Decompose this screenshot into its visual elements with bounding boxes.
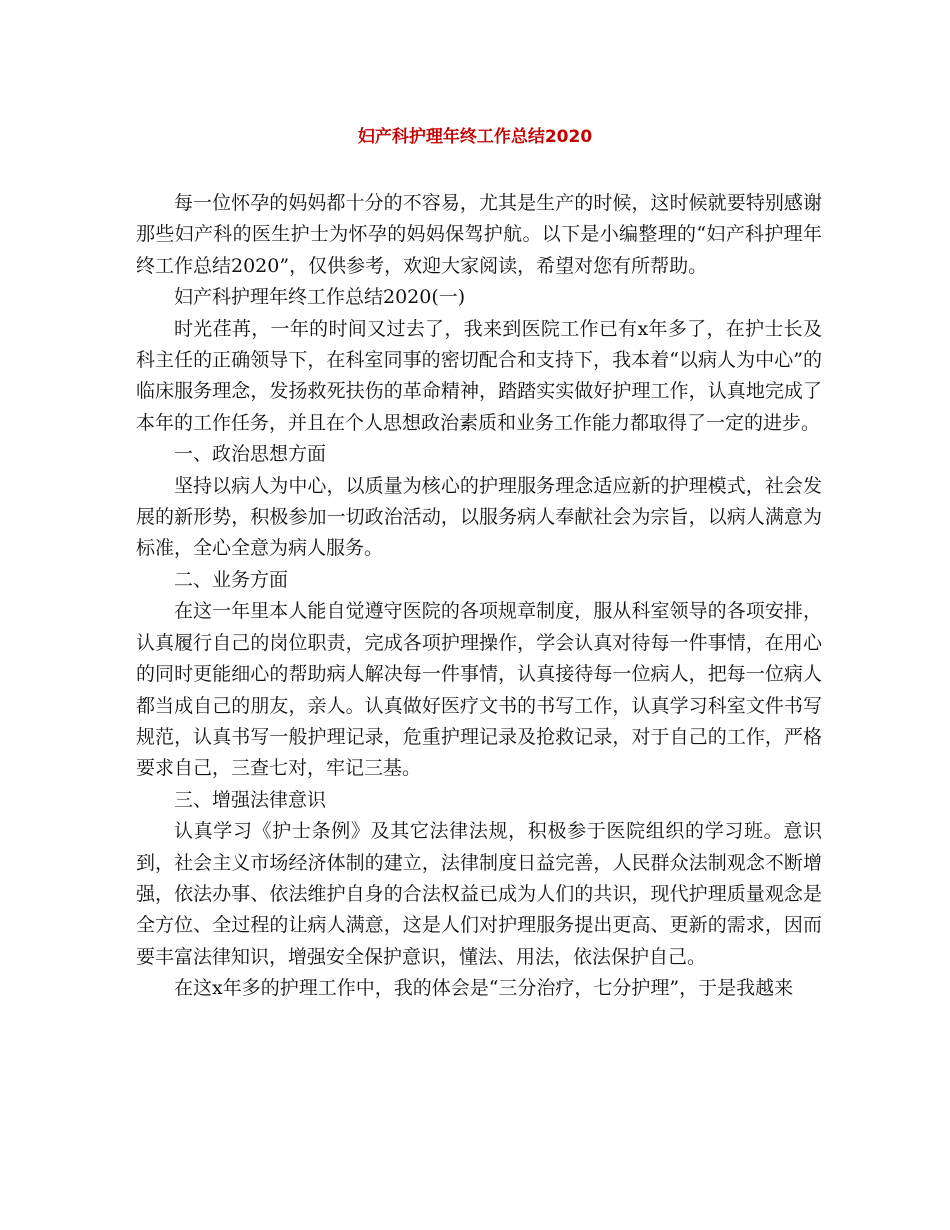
document-body bbox=[136, 188, 822, 1005]
section-heading: 三、增强法律意识 bbox=[174, 788, 327, 811]
body-paragraph: 在这一年里本人能自觉遵守医院的各项规章制度，服从科室领导的各项安排，认真履行自己的岗位职责，完成各项护理操作，学会认真对待每一件事情，在用心的同时更能细心的帮助病人解决每一件事情，认真接待每一位病人，把每一位病人都当成自己的朋友，亲人。认真做好医疗文书的书写工作，认真学习科室文件书写规范，认真书写一般护理记录，危重护理记录及抢救记录，对于自己的工作，严格要求自己，三查七对，牢记三基。 bbox=[136, 600, 822, 780]
body-paragraph: 认真学习《护士条例》及其它法律法规，积极参于医院组织的学习班。意识到，社会主义市场经济体制的建立，法律制度日益完善，人民群众法制观念不断增强，依法办事、依法维护自身的合法权益已成为人们的共识，现代护理质量观念是全方位、全过程的让病人满意，这是人们对护理服务提出更高、更新的需求，因而要丰富法律知识，增强安全保护意识，懂法、用法，依法保护自己。 bbox=[136, 820, 822, 968]
document-title: 妇产科护理年终工作总结2020 bbox=[357, 127, 593, 147]
intro-paragraph: 每一位怀孕的妈妈都十分的不容易，尤其是生产的时候，这时候就要特别感谢那些妇产科的医生护士为怀孕的妈妈保驾护航。以下是小编整理的“妇产科护理年终工作总结2020”，仅供参考，欢迎大家阅读，希望对您有所帮助。 bbox=[136, 192, 822, 277]
section-heading: 二、业务方面 bbox=[174, 568, 289, 591]
section-title: 妇产科护理年终工作总结2020(一) bbox=[174, 286, 466, 309]
body-paragraph: 坚持以病人为中心，以质量为核心的护理服务理念适应新的护理模式，社会发展的新形势，积极参加一切政治活动，以服务病人奉献社会为宗旨，以病人满意为标准，全心全意为病人服务。 bbox=[136, 474, 822, 560]
section-heading: 一、政治思想方面 bbox=[174, 443, 327, 466]
body-paragraph: 时光荏苒，一年的时间又过去了，我来到医院工作已有x年多了，在护士长及科主任的正确领导下，在科室同事的密切配合和支持下，我本着“以病人为中心”的临床服务理念，发扬救死扶伤的革命精神，踏踏实实做好护理工作，认真地完成了本年的工作任务，并且在个人思想政治素质和业务工作能力都取得了一定的进步。 bbox=[136, 317, 822, 434]
body-paragraph: 在这x年多的护理工作中，我的体会是“三分治疗，七分护理”，于是我越来 bbox=[174, 977, 794, 1000]
